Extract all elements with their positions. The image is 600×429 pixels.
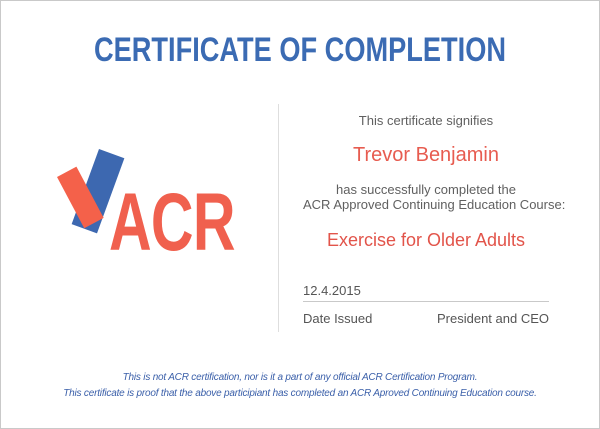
completed-line-1: has successfully completed the <box>336 182 516 197</box>
recipient-name: Trevor Benjamin <box>353 144 499 166</box>
certificate-title: CERTIFICATE OF COMPLETION <box>93 31 507 69</box>
completed-line-2: ACR Approved Continuing Education Course: <box>303 197 566 212</box>
completed-text <box>303 182 566 212</box>
disclaimer-line-1: This is not ACR certification, nor is it a part of any official ACR Certification Program. <box>122 372 478 383</box>
signifies-text: This certificate signifies <box>358 113 494 128</box>
vertical-divider <box>278 104 279 332</box>
president-ceo-label: President and CEO <box>436 311 549 326</box>
signature-rule <box>303 301 549 302</box>
signature-labels <box>303 311 549 326</box>
disclaimer-line-2: This certificate is proof that the above participiant has completed an ACR Aproved Continuing Education course. <box>63 387 537 399</box>
date-issued-label: Date Issued <box>303 311 373 326</box>
disclaimer <box>1 370 599 401</box>
course-name: Exercise for Older Adults <box>326 230 526 250</box>
date-issued-value: 12.4.2015 <box>303 283 361 298</box>
acr-logo-text: ACR <box>109 177 235 268</box>
certificate-details <box>303 106 566 336</box>
acr-logo <box>51 141 266 266</box>
